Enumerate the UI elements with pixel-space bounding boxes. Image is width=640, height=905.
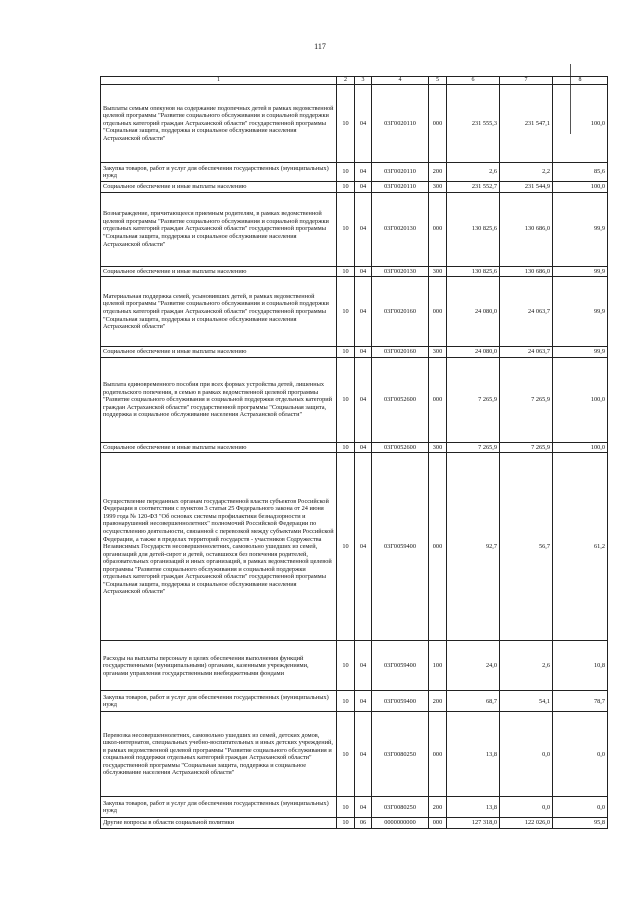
row-subsection: 04 xyxy=(355,192,372,266)
row-name: Осуществление переданных органам государственной власти субъектов Российской Федерации в соответствии с пунктом 3 статьи 25 Федерального закона от 24 июня 1999 года № 120-ФЗ "Об основах системы профилактики безнадзорности и правонарушений несовершеннолетних" полномочий Российской Федерации по осуществлению деятельности, связанной с перевозкой между субъектами Российской Федерации, а также в пределах территорий государств - участников Содружества Независимых Государств несовершеннолетних, самовольно ушедших из семей, организаций для детей-сирот и детей, оставшихся без попечения родителей, образовательных организаций и иных организаций, в рамках ведомственной целевой программы "Развитие социального обслуживания и социальной поддержки отдельных категорий граждан Астраханской области" государственной программы "Социальная защита, поддержка и социальное обслуживание населения Астраханской области" xyxy=(101,453,337,641)
row-actual-amount: 2,2 xyxy=(500,163,553,182)
row-expense-type: 300 xyxy=(429,266,447,277)
row-subsection: 04 xyxy=(355,641,372,691)
row-expense-type: 000 xyxy=(429,357,447,442)
row-actual-amount: 2,6 xyxy=(500,641,553,691)
row-plan-amount: 231 555,3 xyxy=(447,85,500,163)
row-actual-amount: 24 063,7 xyxy=(500,277,553,347)
row-section: 10 xyxy=(337,85,355,163)
table-row xyxy=(101,347,608,358)
row-name: Выплаты семьям опекунов на содержание подопечных детей в рамках ведомственной целевой программы "Развитие социального обслуживания и социальной поддержки отдельных категорий граждан Астраханской области" государственной программы "Социальная защита, поддержка и социальное обслуживание населения Астраханской области" xyxy=(101,85,337,163)
row-percent: 0,0 xyxy=(553,797,608,818)
column-header: 5 xyxy=(429,77,447,85)
row-plan-amount: 68,7 xyxy=(447,691,500,712)
table-row xyxy=(101,691,608,712)
row-section: 10 xyxy=(337,163,355,182)
column-header: 7 xyxy=(500,77,553,85)
row-target-code: 03Г0020110 xyxy=(372,85,429,163)
row-section: 10 xyxy=(337,347,355,358)
table-row xyxy=(101,797,608,818)
table-row xyxy=(101,277,608,347)
column-header: 3 xyxy=(355,77,372,85)
row-expense-type: 300 xyxy=(429,442,447,453)
row-actual-amount: 54,1 xyxy=(500,691,553,712)
row-percent: 100,0 xyxy=(553,85,608,163)
row-subsection: 04 xyxy=(355,691,372,712)
row-percent: 61,2 xyxy=(553,453,608,641)
row-section: 10 xyxy=(337,192,355,266)
table-row xyxy=(101,182,608,193)
row-plan-amount: 130 825,6 xyxy=(447,266,500,277)
row-expense-type: 300 xyxy=(429,347,447,358)
row-subsection: 04 xyxy=(355,442,372,453)
table-row xyxy=(101,712,608,797)
row-percent: 99,9 xyxy=(553,347,608,358)
column-header: 4 xyxy=(372,77,429,85)
row-plan-amount: 130 825,6 xyxy=(447,192,500,266)
row-percent: 85,6 xyxy=(553,163,608,182)
row-target-code: 03Г0020110 xyxy=(372,163,429,182)
row-actual-amount: 7 265,9 xyxy=(500,442,553,453)
row-name: Закупка товаров, работ и услуг для обеспечения государственных (муниципальных) нужд xyxy=(101,163,337,182)
row-section: 10 xyxy=(337,453,355,641)
row-expense-type: 200 xyxy=(429,163,447,182)
row-percent: 100,0 xyxy=(553,357,608,442)
row-section: 10 xyxy=(337,266,355,277)
row-name: Перевозка несовершеннолетних, самовольно ушедших из семей, детских домов, школ-интернатов, специальных учебно-воспитательных и иных детских учреждений, в рамках ведомственной целевой программы "Развитие социального обслуживания и социальной поддержки отдельных категорий граждан Астраханской области" государственной программы "Социальная защита, поддержка и социальное обслуживание населения Астраханской области" xyxy=(101,712,337,797)
column-header: 8 xyxy=(553,77,608,85)
row-expense-type: 200 xyxy=(429,797,447,818)
table-row xyxy=(101,453,608,641)
table-row xyxy=(101,641,608,691)
row-target-code: 03Г0020110 xyxy=(372,182,429,193)
row-subsection: 04 xyxy=(355,163,372,182)
row-subsection: 04 xyxy=(355,266,372,277)
row-expense-type: 100 xyxy=(429,641,447,691)
row-expense-type: 000 xyxy=(429,453,447,641)
table-row xyxy=(101,357,608,442)
row-actual-amount: 231 544,9 xyxy=(500,182,553,193)
row-plan-amount: 127 318,0 xyxy=(447,818,500,829)
row-target-code: 03Г0020130 xyxy=(372,266,429,277)
row-name: Другие вопросы в области социальной политики xyxy=(101,818,337,829)
row-subsection: 04 xyxy=(355,182,372,193)
row-percent: 100,0 xyxy=(553,442,608,453)
row-section: 10 xyxy=(337,818,355,829)
row-actual-amount: 7 265,9 xyxy=(500,357,553,442)
row-expense-type: 200 xyxy=(429,691,447,712)
row-plan-amount: 92,7 xyxy=(447,453,500,641)
row-target-code: 03Г0080250 xyxy=(372,712,429,797)
row-actual-amount: 231 547,1 xyxy=(500,85,553,163)
page-number: 117 xyxy=(314,42,326,51)
row-name: Социальное обеспечение и иные выплаты населению xyxy=(101,442,337,453)
row-target-code: 03Г0059400 xyxy=(372,691,429,712)
row-section: 10 xyxy=(337,277,355,347)
row-section: 10 xyxy=(337,442,355,453)
table-row xyxy=(101,85,608,163)
row-actual-amount: 0,0 xyxy=(500,712,553,797)
table-row xyxy=(101,266,608,277)
row-target-code: 0000000000 xyxy=(372,818,429,829)
row-actual-amount: 56,7 xyxy=(500,453,553,641)
row-plan-amount: 24 080,0 xyxy=(447,347,500,358)
row-section: 10 xyxy=(337,691,355,712)
budget-table xyxy=(100,76,608,829)
row-target-code: 03Г0059400 xyxy=(372,453,429,641)
row-percent: 100,0 xyxy=(553,182,608,193)
row-target-code: 03Г0020160 xyxy=(372,277,429,347)
row-percent: 99,9 xyxy=(553,266,608,277)
row-actual-amount: 0,0 xyxy=(500,797,553,818)
row-target-code: 03Г0020130 xyxy=(372,192,429,266)
row-percent: 10,8 xyxy=(553,641,608,691)
row-expense-type: 300 xyxy=(429,182,447,193)
row-section: 10 xyxy=(337,797,355,818)
row-name: Закупка товаров, работ и услуг для обеспечения государственных (муниципальных) нужд xyxy=(101,797,337,818)
row-subsection: 04 xyxy=(355,277,372,347)
row-actual-amount: 130 686,0 xyxy=(500,266,553,277)
row-name: Расходы на выплаты персоналу в целях обеспечения выполнения функций государственными (муниципальными) органами, казенными учреждениями, органами управления государственными внебюджетными фондами xyxy=(101,641,337,691)
row-name: Социальное обеспечение и иные выплаты населению xyxy=(101,182,337,193)
row-subsection: 04 xyxy=(355,453,372,641)
row-plan-amount: 7 265,9 xyxy=(447,442,500,453)
row-section: 10 xyxy=(337,712,355,797)
table-row xyxy=(101,192,608,266)
row-plan-amount: 231 552,7 xyxy=(447,182,500,193)
row-actual-amount: 24 063,7 xyxy=(500,347,553,358)
row-subsection: 04 xyxy=(355,357,372,442)
row-target-code: 03Г0052600 xyxy=(372,442,429,453)
row-subsection: 04 xyxy=(355,712,372,797)
row-percent: 95,8 xyxy=(553,818,608,829)
column-header: 2 xyxy=(337,77,355,85)
row-name: Социальное обеспечение и иные выплаты населению xyxy=(101,266,337,277)
row-plan-amount: 2,6 xyxy=(447,163,500,182)
row-name: Выплата единовременного пособия при всех формах устройства детей, лишенных родительского попечения, в семью в рамках ведомственной целевой программы "Развитие социального обслуживания и социальной поддержки отдельных категорий граждан Астраханской области" государственной программы "Социальная защита, поддержка и социальное обслуживание населения Астраханской области" xyxy=(101,357,337,442)
row-subsection: 06 xyxy=(355,818,372,829)
column-header: 1 xyxy=(101,77,337,85)
row-percent: 99,9 xyxy=(553,277,608,347)
row-name: Закупка товаров, работ и услуг для обеспечения государственных (муниципальных) нужд xyxy=(101,691,337,712)
table-row xyxy=(101,163,608,182)
row-percent: 78,7 xyxy=(553,691,608,712)
row-expense-type: 000 xyxy=(429,85,447,163)
row-actual-amount: 122 026,0 xyxy=(500,818,553,829)
row-expense-type: 000 xyxy=(429,712,447,797)
row-subsection: 04 xyxy=(355,85,372,163)
row-actual-amount: 130 686,0 xyxy=(500,192,553,266)
row-plan-amount: 7 265,9 xyxy=(447,357,500,442)
column-header: 6 xyxy=(447,77,500,85)
table-row xyxy=(101,818,608,829)
row-target-code: 03Г0020160 xyxy=(372,347,429,358)
row-expense-type: 000 xyxy=(429,818,447,829)
row-percent: 0,0 xyxy=(553,712,608,797)
row-plan-amount: 24,0 xyxy=(447,641,500,691)
row-name: Социальное обеспечение и иные выплаты населению xyxy=(101,347,337,358)
row-name: Материальная поддержка семей, усыновивших детей, в рамках ведомственной целевой программы "Развитие социального обслуживания и социальной поддержки отдельных категорий граждан Астраханской области" государственной программы "Социальная защита, поддержка и социальное обслуживание населения Астраханской области" xyxy=(101,277,337,347)
row-target-code: 03Г0080250 xyxy=(372,797,429,818)
row-percent: 99,9 xyxy=(553,192,608,266)
row-plan-amount: 13,8 xyxy=(447,712,500,797)
row-expense-type: 000 xyxy=(429,192,447,266)
row-subsection: 04 xyxy=(355,797,372,818)
row-section: 10 xyxy=(337,641,355,691)
row-plan-amount: 24 080,0 xyxy=(447,277,500,347)
row-section: 10 xyxy=(337,182,355,193)
table-row xyxy=(101,442,608,453)
row-section: 10 xyxy=(337,357,355,442)
column-number-row xyxy=(101,77,608,85)
row-subsection: 04 xyxy=(355,347,372,358)
row-name: Вознаграждение, причитающееся приемным родителям, в рамках ведомственной целевой программы "Развитие социального обслуживания и социальной поддержки отдельных категорий граждан Астраханской области" государственной программы "Социальная защита, поддержка и социальное обслуживание населения Астраханской области" xyxy=(101,192,337,266)
row-target-code: 03Г0059400 xyxy=(372,641,429,691)
row-target-code: 03Г0052600 xyxy=(372,357,429,442)
row-expense-type: 000 xyxy=(429,277,447,347)
row-plan-amount: 13,8 xyxy=(447,797,500,818)
